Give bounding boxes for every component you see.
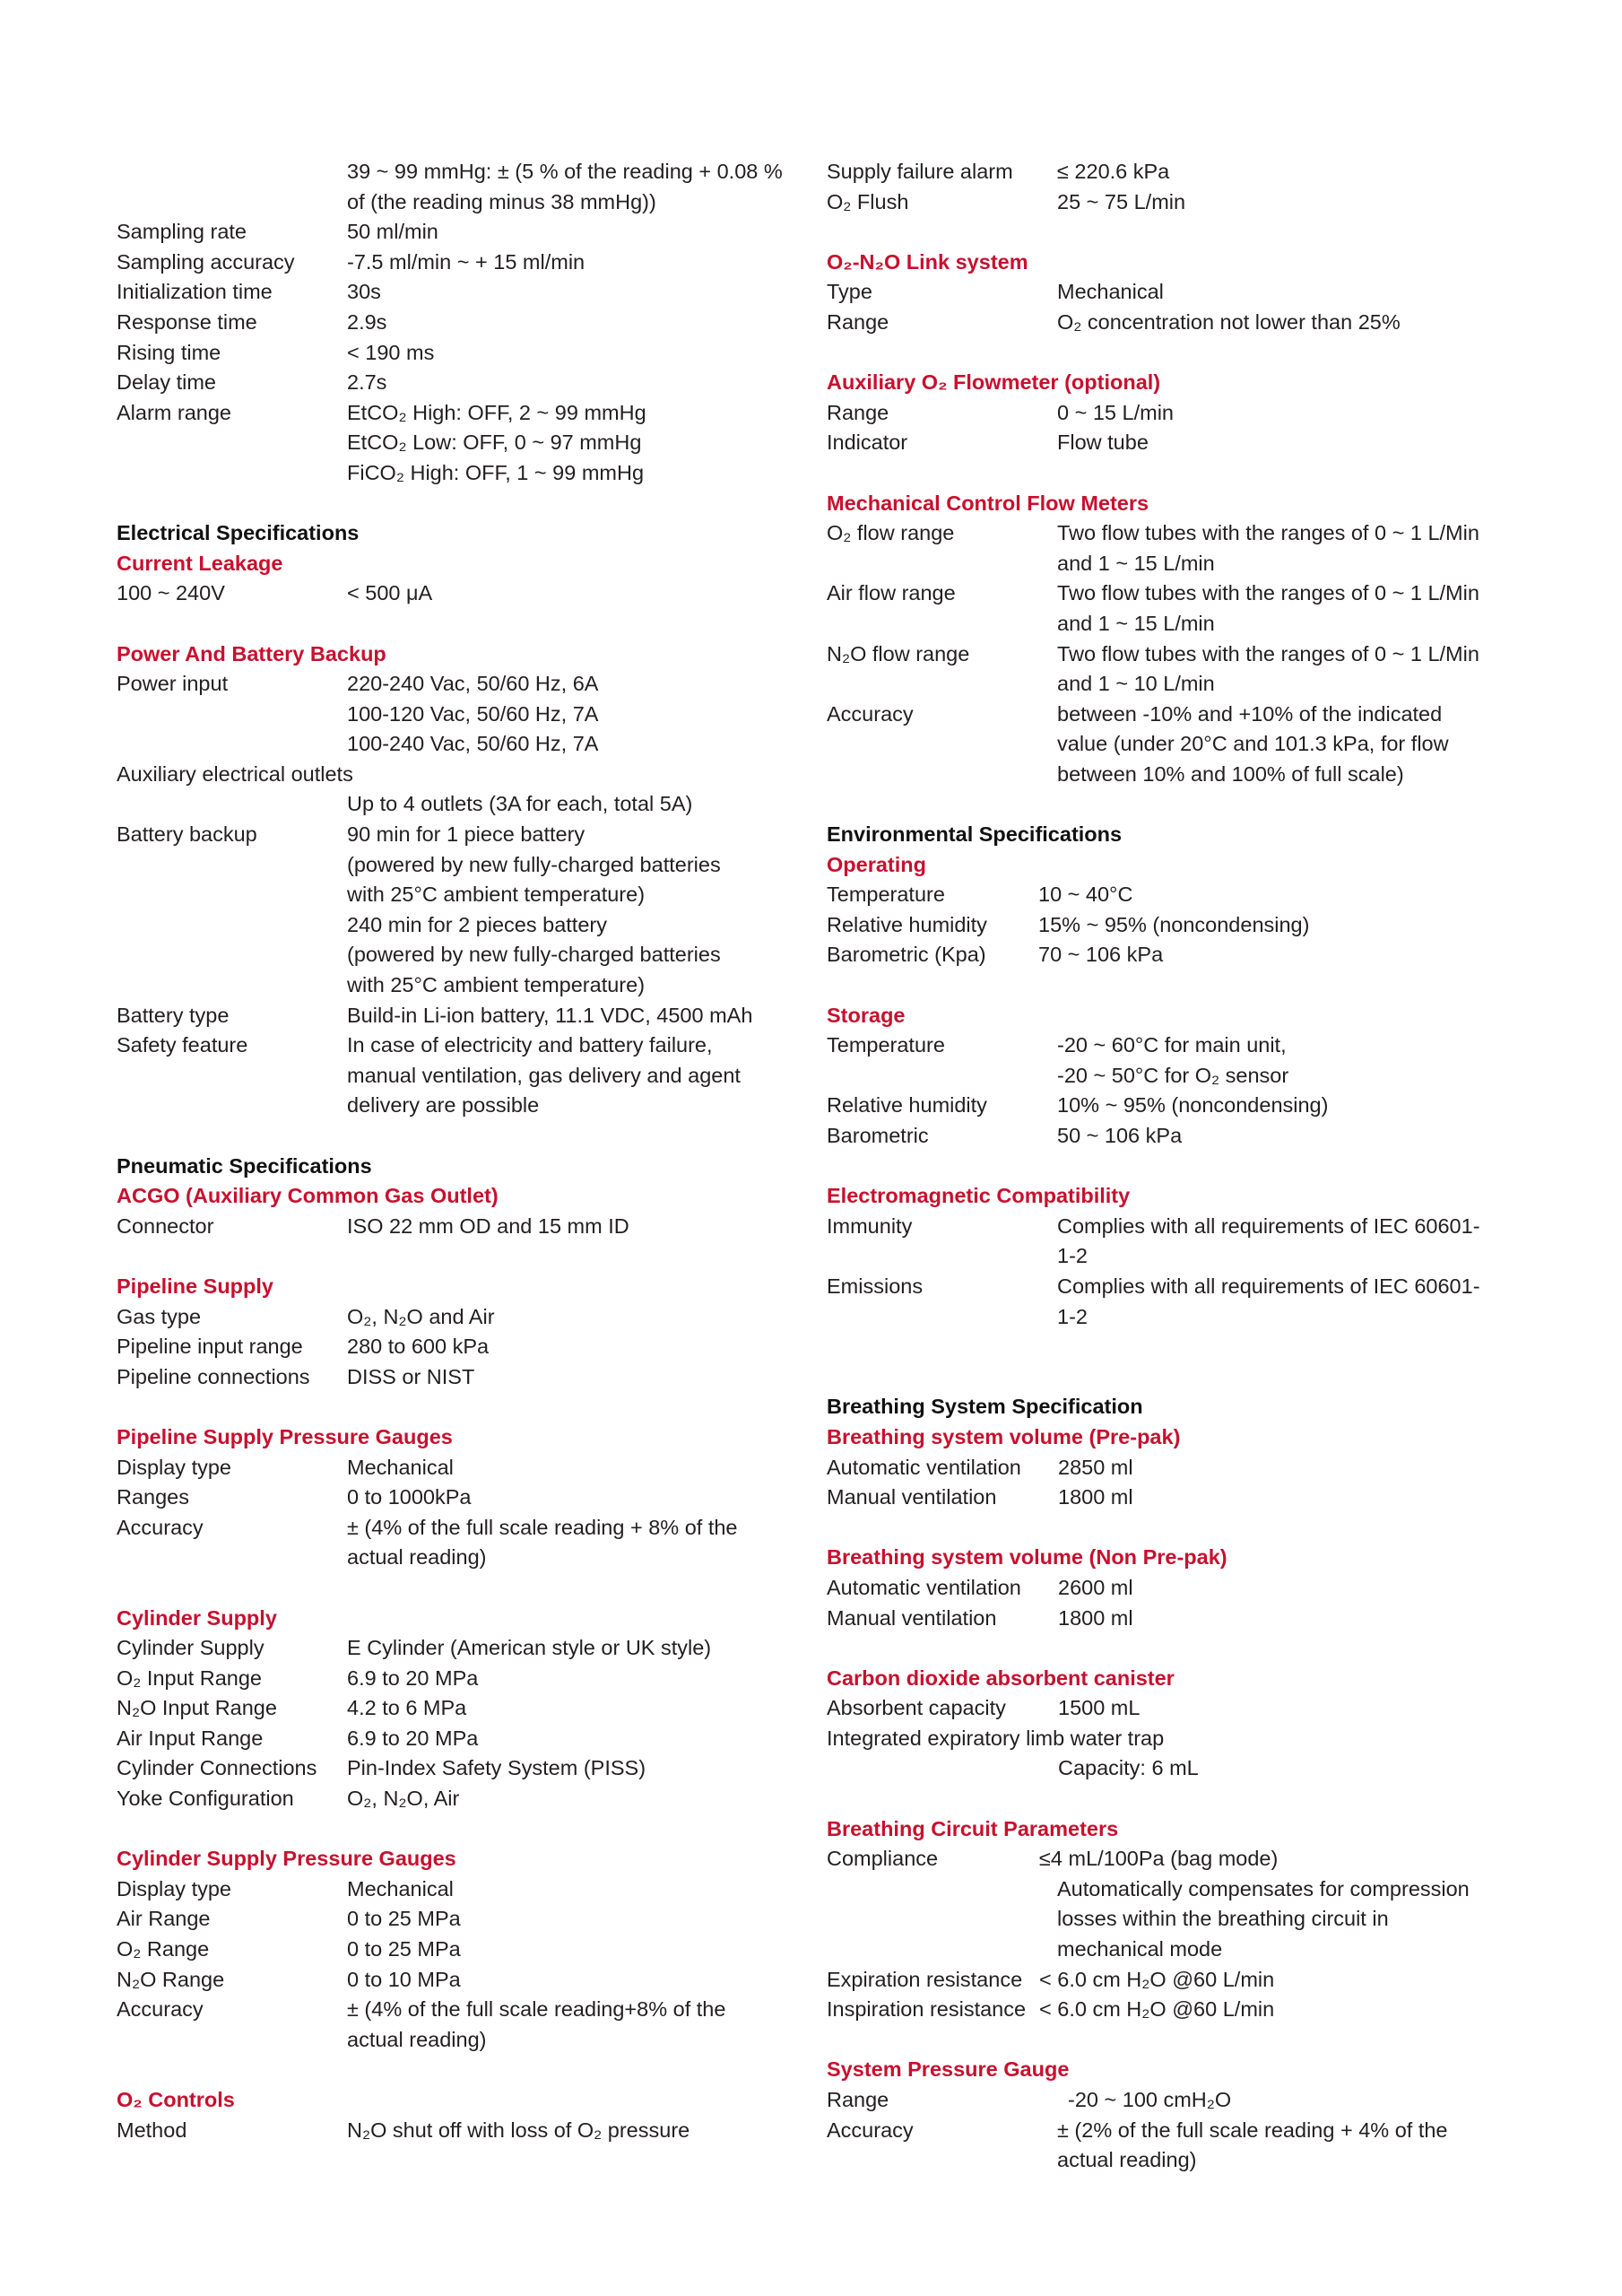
spec-label: Expiration resistance <box>827 1967 1023 1991</box>
spec-value: Capacity: 6 mL <box>1058 1756 1199 1780</box>
spec-value: EtCO₂ Low: OFF, 0 ~ 97 mmHg <box>347 430 642 455</box>
spec-value: Complies with all requirements of IEC 60601- <box>1057 1213 1480 1238</box>
spec-value: 39 ~ 99 mmHg: ± (5 % of the reading + 0.08 % <box>347 160 783 183</box>
spec-value: 220-240 Vac, 50/60 Hz, 6A <box>347 672 599 696</box>
spec-value: Mechanical <box>1057 280 1164 304</box>
spec-label: Compliance <box>827 1847 939 1871</box>
spec-row <box>827 1935 1508 1965</box>
spec-value: actual reading) <box>347 2027 487 2051</box>
spec-row <box>117 277 780 308</box>
spec-value: < 500 μA <box>347 581 433 605</box>
spec-label: Range <box>827 309 889 334</box>
spec-value: 6.9 to 20 MPa <box>347 1726 479 1750</box>
spec-row <box>117 1513 780 1544</box>
spec-value: losses within the breathing circuit in <box>1057 1907 1389 1931</box>
spec-value: EtCO₂ High: OFF, 2 ~ 99 mmHg <box>347 400 646 424</box>
spec-value: and 1 ~ 15 L/min <box>1057 551 1215 575</box>
spec-label: Pipeline input range <box>117 1335 303 1359</box>
spec-label: Cylinder Supply <box>117 1636 265 1660</box>
subsection-heading-cylinder: Cylinder Supply <box>117 1605 277 1630</box>
spec-label: Battery type <box>117 1003 230 1027</box>
spec-label: Delay time <box>117 370 217 395</box>
spec-value: of (the reading minus 38 mmHg)) <box>347 189 656 213</box>
subsection-heading-mech-flow-meters: Mechanical Control Flow Meters <box>827 491 1149 515</box>
spec-label: Pipeline connections <box>117 1364 310 1388</box>
spec-label: Battery backup <box>117 822 257 847</box>
spec-row <box>827 2085 1508 2116</box>
spec-label: Manual ventilation <box>827 1605 997 1630</box>
spec-value: Up to 4 outlets (3A for each, total 5A) <box>347 792 693 816</box>
spec-row <box>117 820 780 850</box>
spec-value: Complies with all requirements of IEC 60601- <box>1057 1274 1480 1298</box>
subsection-heading-aux-flowmeter: Auxiliary O₂ Flowmeter (optional) <box>827 370 1161 395</box>
spec-row <box>827 277 1508 308</box>
spec-label: Range <box>827 400 889 424</box>
spec-value: 50 ~ 106 kPa <box>1057 1124 1183 1147</box>
spec-value: with 25°C ambient temperature) <box>347 973 646 997</box>
spec-row <box>827 549 1508 579</box>
spec-label: Relative humidity <box>827 1093 987 1118</box>
spec-row <box>827 1121 1508 1152</box>
spec-row <box>827 157 1508 187</box>
section-heading-breathing: Breathing System Specification <box>827 1395 1143 1419</box>
spec-value: Mechanical <box>347 1876 454 1900</box>
spec-row <box>117 578 780 609</box>
subsection-heading-volume-prepak: Breathing system volume (Pre-pak) <box>827 1424 1181 1448</box>
spec-value: (powered by new fully-charged batteries <box>347 852 721 876</box>
section-heading-environmental: Environmental Specifications <box>827 822 1123 847</box>
subsection-heading-pipeline-gauges: Pipeline Supply Pressure Gauges <box>117 1424 453 1448</box>
spec-row <box>827 1573 1508 1604</box>
spec-row <box>117 700 780 730</box>
spec-label: Automatic ventilation <box>827 1455 1021 1479</box>
spec-value: Two flow tubes with the ranges of 0 ~ 1 L/Min <box>1057 641 1479 665</box>
spec-row <box>117 1664 780 1694</box>
spec-row <box>117 1724 780 1754</box>
spec-label: Air Input Range <box>117 1726 264 1750</box>
spec-value: Build-in Li-ion battery, 11.1 VDC, 4500 mAh <box>347 1003 753 1027</box>
spec-label: Accuracy <box>117 1997 204 2022</box>
spec-row <box>117 2025 780 2056</box>
section-heading-electrical: Electrical Specifications <box>117 521 360 545</box>
spec-row <box>117 789 780 820</box>
subsection-heading-cylinder-gauges: Cylinder Supply Pressure Gauges <box>117 1847 456 1871</box>
spec-value: actual reading) <box>347 1545 487 1570</box>
spec-label: Air flow range <box>827 581 956 605</box>
spec-row <box>117 1633 780 1664</box>
spec-value: 100-120 Vac, 50/60 Hz, 7A <box>347 701 599 726</box>
spec-label: Sampling rate <box>117 220 247 244</box>
spec-label: Safety feature <box>117 1033 248 1057</box>
spec-row <box>827 880 1508 910</box>
spec-value: ± (2% of the full scale reading + 4% of the <box>1057 2118 1448 2142</box>
spec-row <box>117 1784 780 1814</box>
spec-value: 70 ~ 106 kPa <box>1038 943 1164 967</box>
spec-row <box>117 1995 780 2025</box>
spec-row <box>117 940 780 970</box>
spec-row <box>827 1844 1508 1874</box>
spec-row <box>117 1483 780 1513</box>
spec-label: Automatic ventilation <box>827 1575 1021 1599</box>
spec-label: Cylinder Connections <box>117 1756 317 1780</box>
spec-value: manual ventilation, gas delivery and agent <box>347 1063 741 1087</box>
spec-value: 30s <box>347 280 381 304</box>
spec-row <box>827 760 1508 790</box>
spec-label: Alarm range <box>117 400 231 424</box>
spec-value: Flow tube <box>1057 430 1149 455</box>
spec-label: Temperature <box>827 883 945 907</box>
spec-row <box>827 428 1508 458</box>
spec-value: Two flow tubes with the ranges of 0 ~ 1 L/Min <box>1057 521 1479 545</box>
subsection-heading-storage: Storage <box>827 1003 906 1027</box>
spec-value: 1800 ml <box>1058 1605 1133 1630</box>
spec-row <box>117 1332 780 1362</box>
spec-label: Ranges <box>117 1485 189 1509</box>
spec-label: Gas type <box>117 1304 202 1328</box>
spec-value: 0 ~ 15 L/min <box>1057 400 1174 424</box>
spec-label: Response time <box>117 309 257 334</box>
spec-row <box>827 639 1508 670</box>
spec-label: Air Range <box>117 1907 211 1931</box>
spec-value: 1-2 <box>1057 1304 1088 1328</box>
spec-value: ISO 22 mm OD and 15 mm ID <box>347 1213 629 1238</box>
spec-value: 0 to 25 MPa <box>347 1937 461 1961</box>
spec-row <box>827 729 1508 760</box>
spec-value: 100-240 Vac, 50/60 Hz, 7A <box>347 732 599 756</box>
spec-value: value (under 20°C and 101.3 kPa, for flow <box>1057 732 1449 756</box>
spec-row <box>827 1212 1508 1242</box>
subsection-heading-current-leakage: Current Leakage <box>117 551 283 575</box>
spec-label: Relative humidity <box>827 912 987 936</box>
left-column <box>117 157 783 2145</box>
spec-row <box>117 669 780 700</box>
spec-label: Integrated expiratory limb water trap <box>827 1726 1165 1750</box>
spec-value: 10 ~ 40°C <box>1038 883 1133 907</box>
spec-label: Range <box>827 2088 889 2111</box>
spec-row <box>117 248 780 278</box>
spec-label: Accuracy <box>827 2118 914 2142</box>
spec-row <box>827 669 1508 700</box>
spec-value: 1500 mL <box>1058 1696 1141 1720</box>
spec-value: O₂, N₂O, Air <box>347 1787 460 1811</box>
spec-row <box>117 217 780 248</box>
spec-row <box>827 2145 1508 2176</box>
spec-value: O₂, N₂O and Air <box>347 1304 495 1328</box>
spec-label: Absorbent capacity <box>827 1696 1006 1720</box>
spec-row <box>827 1995 1508 2025</box>
spec-label: N₂O Range <box>117 1967 225 1991</box>
spec-value: ± (4% of the full scale reading + 8% of the <box>347 1515 738 1539</box>
spec-label: Temperature <box>827 1033 945 1057</box>
spec-value: -20 ~ 60°C for main unit, <box>1057 1033 1287 1057</box>
spec-value: and 1 ~ 15 L/min <box>1057 611 1215 635</box>
spec-label: Supply failure alarm <box>827 160 1013 183</box>
spec-row <box>827 518 1508 549</box>
spec-row <box>117 1212 780 1242</box>
spec-value: < 190 ms <box>347 340 435 364</box>
subsection-heading-circuit-params: Breathing Circuit Parameters <box>827 1816 1119 1840</box>
spec-value: between 10% and 100% of full scale) <box>1057 761 1404 786</box>
spec-row <box>827 1753 1508 1784</box>
subsection-heading-pressure-gauge: System Pressure Gauge <box>827 2057 1070 2082</box>
spec-row <box>827 1453 1508 1483</box>
spec-row <box>827 2116 1508 2146</box>
spec-label: N₂O Input Range <box>117 1696 277 1720</box>
spec-value: Automatically compensates for compression <box>1057 1876 1470 1900</box>
spec-label: N₂O flow range <box>827 641 970 665</box>
subsection-heading-canister: Carbon dioxide absorbent canister <box>827 1665 1175 1690</box>
spec-row <box>117 187 780 218</box>
spec-row <box>117 1965 780 1996</box>
spec-label: Manual ventilation <box>827 1485 997 1509</box>
subsection-heading-acgo: ACGO (Auxiliary Common Gas Outlet) <box>117 1184 499 1208</box>
spec-value: N₂O shut off with loss of O₂ pressure <box>347 2118 690 2142</box>
spec-row <box>827 1241 1508 1272</box>
spec-value: < 6.0 cm H₂O @60 L/min <box>1039 1967 1275 1991</box>
spec-value: -7.5 ml/min ~ + 15 ml/min <box>347 249 585 274</box>
spec-label: O₂ Range <box>117 1937 210 1961</box>
spec-value: 10% ~ 95% (noncondensing) <box>1057 1093 1329 1118</box>
spec-row <box>827 940 1508 970</box>
spec-row <box>117 338 780 369</box>
spec-label: Indicator <box>827 430 908 455</box>
spec-row <box>827 578 1508 609</box>
spec-row <box>827 1965 1508 1996</box>
subsection-heading-operating: Operating <box>827 852 926 876</box>
spec-row <box>827 1693 1508 1724</box>
spec-value: 6.9 to 20 MPa <box>347 1665 479 1690</box>
spec-row <box>117 760 780 790</box>
spec-row <box>117 1362 780 1393</box>
spec-row <box>827 700 1508 730</box>
subsection-heading-emc: Electromagnetic Compatibility <box>827 1184 1131 1208</box>
spec-row <box>827 187 1508 218</box>
spec-row <box>117 1091 780 1121</box>
spec-value: DISS or NIST <box>347 1364 475 1388</box>
spec-value: 4.2 to 6 MPa <box>347 1696 467 1720</box>
spec-row <box>827 1272 1508 1302</box>
spec-label: Type <box>827 280 872 304</box>
spec-row <box>117 1453 780 1483</box>
spec-label: Barometric (Kpa) <box>827 943 986 967</box>
spec-label: Sampling accuracy <box>117 249 295 274</box>
spec-label: Barometric <box>827 1124 929 1147</box>
spec-value: mechanical mode <box>1057 1937 1223 1961</box>
spec-value: < 6.0 cm H₂O @60 L/min <box>1039 1997 1275 2022</box>
spec-row <box>117 308 780 338</box>
spec-row <box>827 1904 1508 1935</box>
spec-row <box>827 1302 1508 1333</box>
spec-value: ≤4 mL/100Pa (bag mode) <box>1039 1847 1279 1871</box>
spec-value: 1-2 <box>1057 1244 1088 1268</box>
spec-value: actual reading) <box>1057 2148 1197 2172</box>
spec-row <box>117 2116 780 2146</box>
spec-label: Yoke Configuration <box>117 1787 294 1811</box>
spec-row <box>827 398 1508 429</box>
spec-label: Emissions <box>827 1274 924 1298</box>
spec-label: 100 ~ 240V <box>117 581 225 605</box>
spec-value: -20 ~ 100 cmH₂O <box>1068 2088 1232 2111</box>
spec-row <box>827 1604 1508 1634</box>
spec-row <box>117 1302 780 1333</box>
spec-label: Display type <box>117 1455 231 1479</box>
spec-value: 0 to 10 MPa <box>347 1967 461 1991</box>
spec-row <box>117 157 783 187</box>
spec-value: Pin-Index Safety System (PISS) <box>347 1756 646 1780</box>
subsection-heading-volume-nonprepak: Breathing system volume (Non Pre-pak) <box>827 1545 1227 1570</box>
spec-row <box>117 729 780 760</box>
spec-row <box>117 850 780 881</box>
spec-value: and 1 ~ 10 L/min <box>1057 672 1215 696</box>
spec-row <box>827 910 1508 941</box>
spec-row <box>117 1693 780 1724</box>
spec-row <box>117 398 780 429</box>
spec-label: Immunity <box>827 1213 913 1238</box>
spec-row <box>117 458 780 489</box>
spec-value: 2600 ml <box>1058 1575 1133 1599</box>
spec-value: 2850 ml <box>1058 1455 1133 1479</box>
spec-row <box>117 880 780 910</box>
subsection-heading-power: Power And Battery Backup <box>117 641 386 665</box>
spec-row <box>117 1031 780 1061</box>
spec-row <box>827 1483 1508 1513</box>
spec-row <box>827 609 1508 639</box>
spec-value: 1800 ml <box>1058 1485 1133 1509</box>
spec-label: Display type <box>117 1876 231 1900</box>
spec-value: E Cylinder (American style or UK style) <box>347 1636 712 1660</box>
subsection-heading-o2-controls: O₂ Controls <box>117 2088 235 2111</box>
subsection-heading-pipeline: Pipeline Supply <box>117 1274 273 1298</box>
spec-row <box>117 428 780 458</box>
spec-label: Auxiliary electrical outlets <box>117 761 353 786</box>
spec-row <box>827 1031 1508 1061</box>
spec-row <box>117 368 780 398</box>
spec-value: 90 min for 1 piece battery <box>347 822 585 847</box>
spec-row <box>827 308 1508 338</box>
spec-value: 25 ~ 75 L/min <box>1057 189 1186 213</box>
spec-row <box>827 1724 1508 1754</box>
spec-value: 2.7s <box>347 370 387 395</box>
spec-row <box>827 1091 1508 1121</box>
spec-row <box>827 1874 1508 1905</box>
spec-value: O₂ concentration not lower than 25% <box>1057 309 1401 334</box>
spec-row <box>117 1904 780 1935</box>
spec-value: ± (4% of the full scale reading+8% of the <box>347 1997 726 2022</box>
spec-label: O₂ Input Range <box>117 1665 262 1690</box>
spec-label: O₂ flow range <box>827 521 955 545</box>
spec-label: O₂ Flush <box>827 189 909 213</box>
spec-value: delivery are possible <box>347 1093 540 1118</box>
spec-label: Rising time <box>117 340 221 364</box>
right-column <box>827 157 1508 2176</box>
spec-value: -20 ~ 50°C for O₂ sensor <box>1057 1063 1289 1087</box>
spec-row <box>117 1543 780 1573</box>
spec-label: Initialization time <box>117 280 273 304</box>
spec-value: between -10% and +10% of the indicated <box>1057 701 1443 726</box>
spec-row <box>117 1061 780 1091</box>
spec-value: 0 to 1000kPa <box>347 1485 472 1509</box>
spec-row <box>117 1753 780 1784</box>
spec-value: FiCO₂ High: OFF, 1 ~ 99 mmHg <box>347 460 645 484</box>
spec-row <box>117 1874 780 1905</box>
subsection-heading-link-system: O₂-N₂O Link system <box>827 249 1028 274</box>
spec-label: Method <box>117 2118 187 2142</box>
spec-value: 15% ~ 95% (noncondensing) <box>1038 912 1310 936</box>
spec-value: 0 to 25 MPa <box>347 1907 461 1931</box>
spec-label: Inspiration resistance <box>827 1997 1027 2022</box>
spec-value: (powered by new fully-charged batteries <box>347 943 721 967</box>
spec-row <box>117 910 780 941</box>
spec-value: In case of electricity and battery failure, <box>347 1033 713 1057</box>
spec-row <box>827 1061 1508 1091</box>
section-heading-pneumatic: Pneumatic Specifications <box>117 1153 372 1178</box>
spec-value: 50 ml/min <box>347 220 438 244</box>
spec-label: Accuracy <box>827 701 914 726</box>
spec-label: Accuracy <box>117 1515 204 1539</box>
spec-label: Power input <box>117 672 229 696</box>
spec-value: Mechanical <box>347 1455 454 1479</box>
spec-row <box>117 1001 780 1031</box>
spec-row <box>117 970 780 1001</box>
spec-value: Two flow tubes with the ranges of 0 ~ 1 L/Min <box>1057 581 1479 605</box>
spec-value: 240 min for 2 pieces battery <box>347 912 607 936</box>
spec-value: 280 to 600 kPa <box>347 1335 490 1359</box>
spec-value: ≤ 220.6 kPa <box>1057 160 1170 183</box>
spec-row <box>117 1935 780 1965</box>
spec-label: Connector <box>117 1213 214 1238</box>
spec-value: 2.9s <box>347 309 387 334</box>
spec-value: with 25°C ambient temperature) <box>347 883 646 907</box>
